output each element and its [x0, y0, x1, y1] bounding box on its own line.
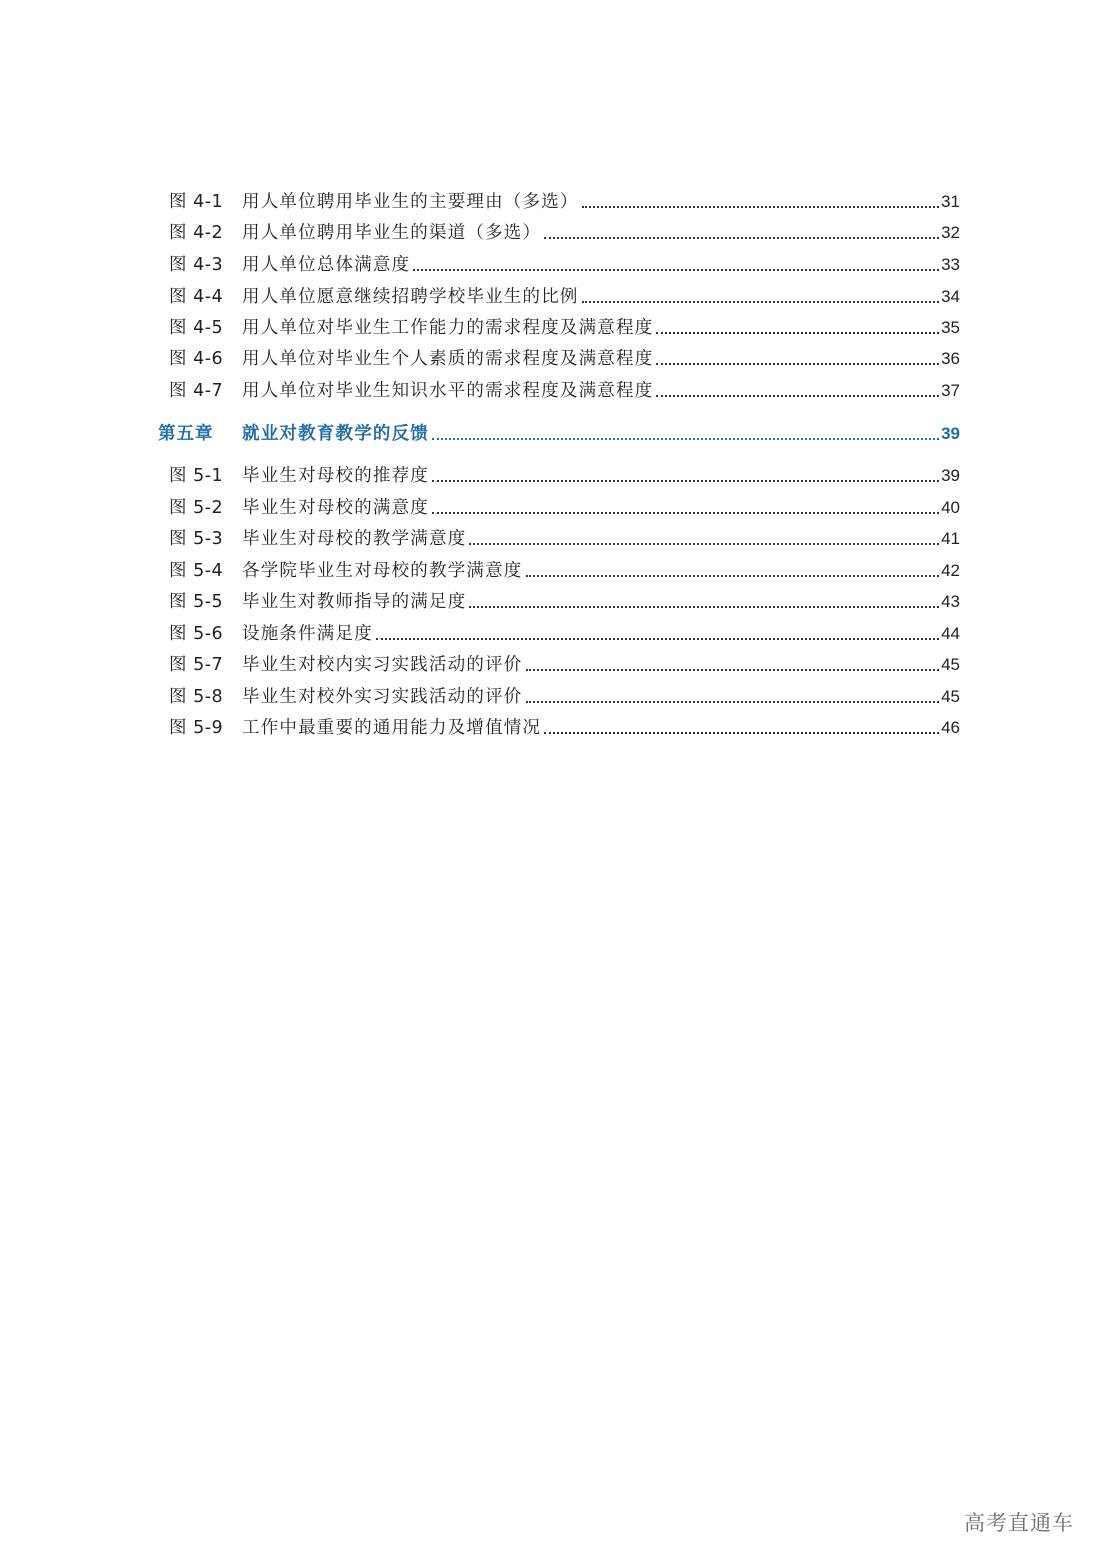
toc-entry-fig-5-1[interactable] [158, 464, 960, 488]
toc-dot-leader [582, 301, 939, 303]
toc-entry-number: 图 5-3 [169, 529, 224, 549]
toc-entry-title: 毕业生对母校的满意度 [242, 498, 429, 518]
toc-entry-page: 44 [941, 624, 960, 643]
toc-entry-title: 毕业生对校内实习实践活动的评价 [242, 655, 523, 675]
toc-entry-number: 图 5-7 [169, 655, 224, 675]
toc-entry-page: 33 [941, 255, 960, 274]
toc-entry-page: 45 [941, 655, 960, 674]
toc-entry-title: 用人单位对毕业生工作能力的需求程度及满意程度 [242, 318, 654, 338]
toc-entry-page: 46 [941, 718, 960, 737]
toc-entry-page: 37 [941, 381, 960, 400]
toc-entry-number: 图 5-9 [169, 718, 224, 738]
toc-entry-fig-4-4[interactable] [158, 285, 960, 309]
toc-entry-page: 32 [941, 223, 960, 242]
toc-dot-leader [526, 575, 940, 577]
toc-entry-title: 毕业生对母校的教学满意度 [242, 529, 467, 549]
toc-entry-page: 45 [941, 687, 960, 706]
toc-entry-page: 40 [941, 498, 960, 517]
toc-entry-title: 毕业生对教师指导的满足度 [242, 592, 467, 612]
toc-entry-number: 图 4-1 [169, 192, 224, 212]
toc-entry-number: 图 4-6 [169, 349, 224, 369]
toc-entry-number: 图 5-5 [169, 592, 224, 612]
toc-entry-number: 图 5-8 [169, 687, 224, 707]
toc-entry-fig-4-7[interactable] [158, 379, 960, 403]
toc-entry-page: 34 [941, 287, 960, 306]
toc-entry-page: 35 [941, 318, 960, 337]
toc-entry-number: 图 4-7 [169, 381, 224, 401]
toc-dot-leader [582, 206, 939, 208]
toc-entry-title: 设施条件满足度 [242, 624, 373, 644]
toc-entry-page: 41 [941, 529, 960, 548]
toc-entry-number: 图 5-4 [169, 561, 224, 581]
toc-dot-leader [469, 606, 939, 608]
toc-dot-leader [656, 395, 939, 397]
toc-entry-title: 工作中最重要的通用能力及增值情况 [242, 718, 542, 738]
toc-entry-page: 42 [941, 561, 960, 580]
toc-entry-title: 毕业生对校外实习实践活动的评价 [242, 687, 523, 707]
toc-dot-leader [376, 638, 939, 640]
toc-entry-fig-5-6[interactable] [158, 622, 960, 646]
toc-entry-fig-5-8[interactable] [158, 685, 960, 709]
toc-entry-fig-4-3[interactable] [158, 253, 960, 277]
toc-dot-leader [656, 363, 939, 365]
toc-dot-leader [544, 732, 939, 734]
toc-entry-fig-5-9[interactable] [158, 716, 960, 740]
toc-entry-page: 43 [941, 592, 960, 611]
toc-entry-number: 图 5-6 [169, 624, 224, 644]
toc-entry-number: 图 4-5 [169, 318, 224, 338]
toc-entry-fig-4-1[interactable] [158, 190, 960, 214]
toc-dot-leader [413, 269, 939, 271]
toc-entry-number: 图 5-2 [169, 498, 224, 518]
toc-entry-number: 图 4-3 [169, 255, 224, 275]
toc-entry-number: 图 4-4 [169, 287, 224, 307]
toc-entry-title: 用人单位聘用毕业生的渠道（多选） [242, 223, 542, 243]
toc-entry-page: 39 [941, 466, 960, 485]
toc-entry-page: 36 [941, 349, 960, 368]
toc-chapter-page: 39 [941, 424, 960, 443]
toc-dot-leader [544, 237, 939, 239]
toc-chapter-title: 就业对教育教学的反馈 [242, 424, 429, 444]
toc-entry-title: 用人单位对毕业生知识水平的需求程度及满意程度 [242, 381, 654, 401]
toc-entry-fig-5-5[interactable] [158, 590, 960, 614]
toc-dot-leader [526, 701, 940, 703]
watermark-text: 高考直通车 [964, 1511, 1074, 1535]
toc-dot-leader [432, 512, 939, 514]
toc-entry-title: 用人单位总体满意度 [242, 255, 411, 275]
toc-entry-title: 毕业生对母校的推荐度 [242, 466, 429, 486]
toc-entry-fig-4-2[interactable] [158, 221, 960, 245]
toc-entry-fig-4-6[interactable] [158, 347, 960, 371]
toc-entry-title: 用人单位对毕业生个人素质的需求程度及满意程度 [242, 349, 654, 369]
toc-dot-leader [432, 480, 939, 482]
toc-entry-title: 用人单位愿意继续招聘学校毕业生的比例 [242, 287, 579, 307]
toc-entry-fig-5-2[interactable] [158, 496, 960, 520]
toc-entry-title: 用人单位聘用毕业生的主要理由（多选） [242, 192, 579, 212]
toc-dot-leader [526, 669, 940, 671]
toc-entry-fig-4-5[interactable] [158, 316, 960, 340]
toc-dot-leader [469, 543, 939, 545]
toc-dot-leader [432, 438, 939, 440]
toc-entry-page: 31 [941, 192, 960, 211]
toc-dot-leader [656, 332, 939, 334]
toc-entry-fig-5-7[interactable] [158, 653, 960, 677]
toc-chapter-5[interactable] [158, 422, 960, 446]
toc-entry-number: 图 4-2 [169, 223, 224, 243]
toc-entry-number: 图 5-1 [169, 466, 224, 486]
toc-chapter-number: 第五章 [158, 424, 214, 444]
toc-entry-fig-5-4[interactable] [158, 559, 960, 583]
toc-entry-fig-5-3[interactable] [158, 527, 960, 551]
toc-entry-title: 各学院毕业生对母校的教学满意度 [242, 561, 523, 581]
